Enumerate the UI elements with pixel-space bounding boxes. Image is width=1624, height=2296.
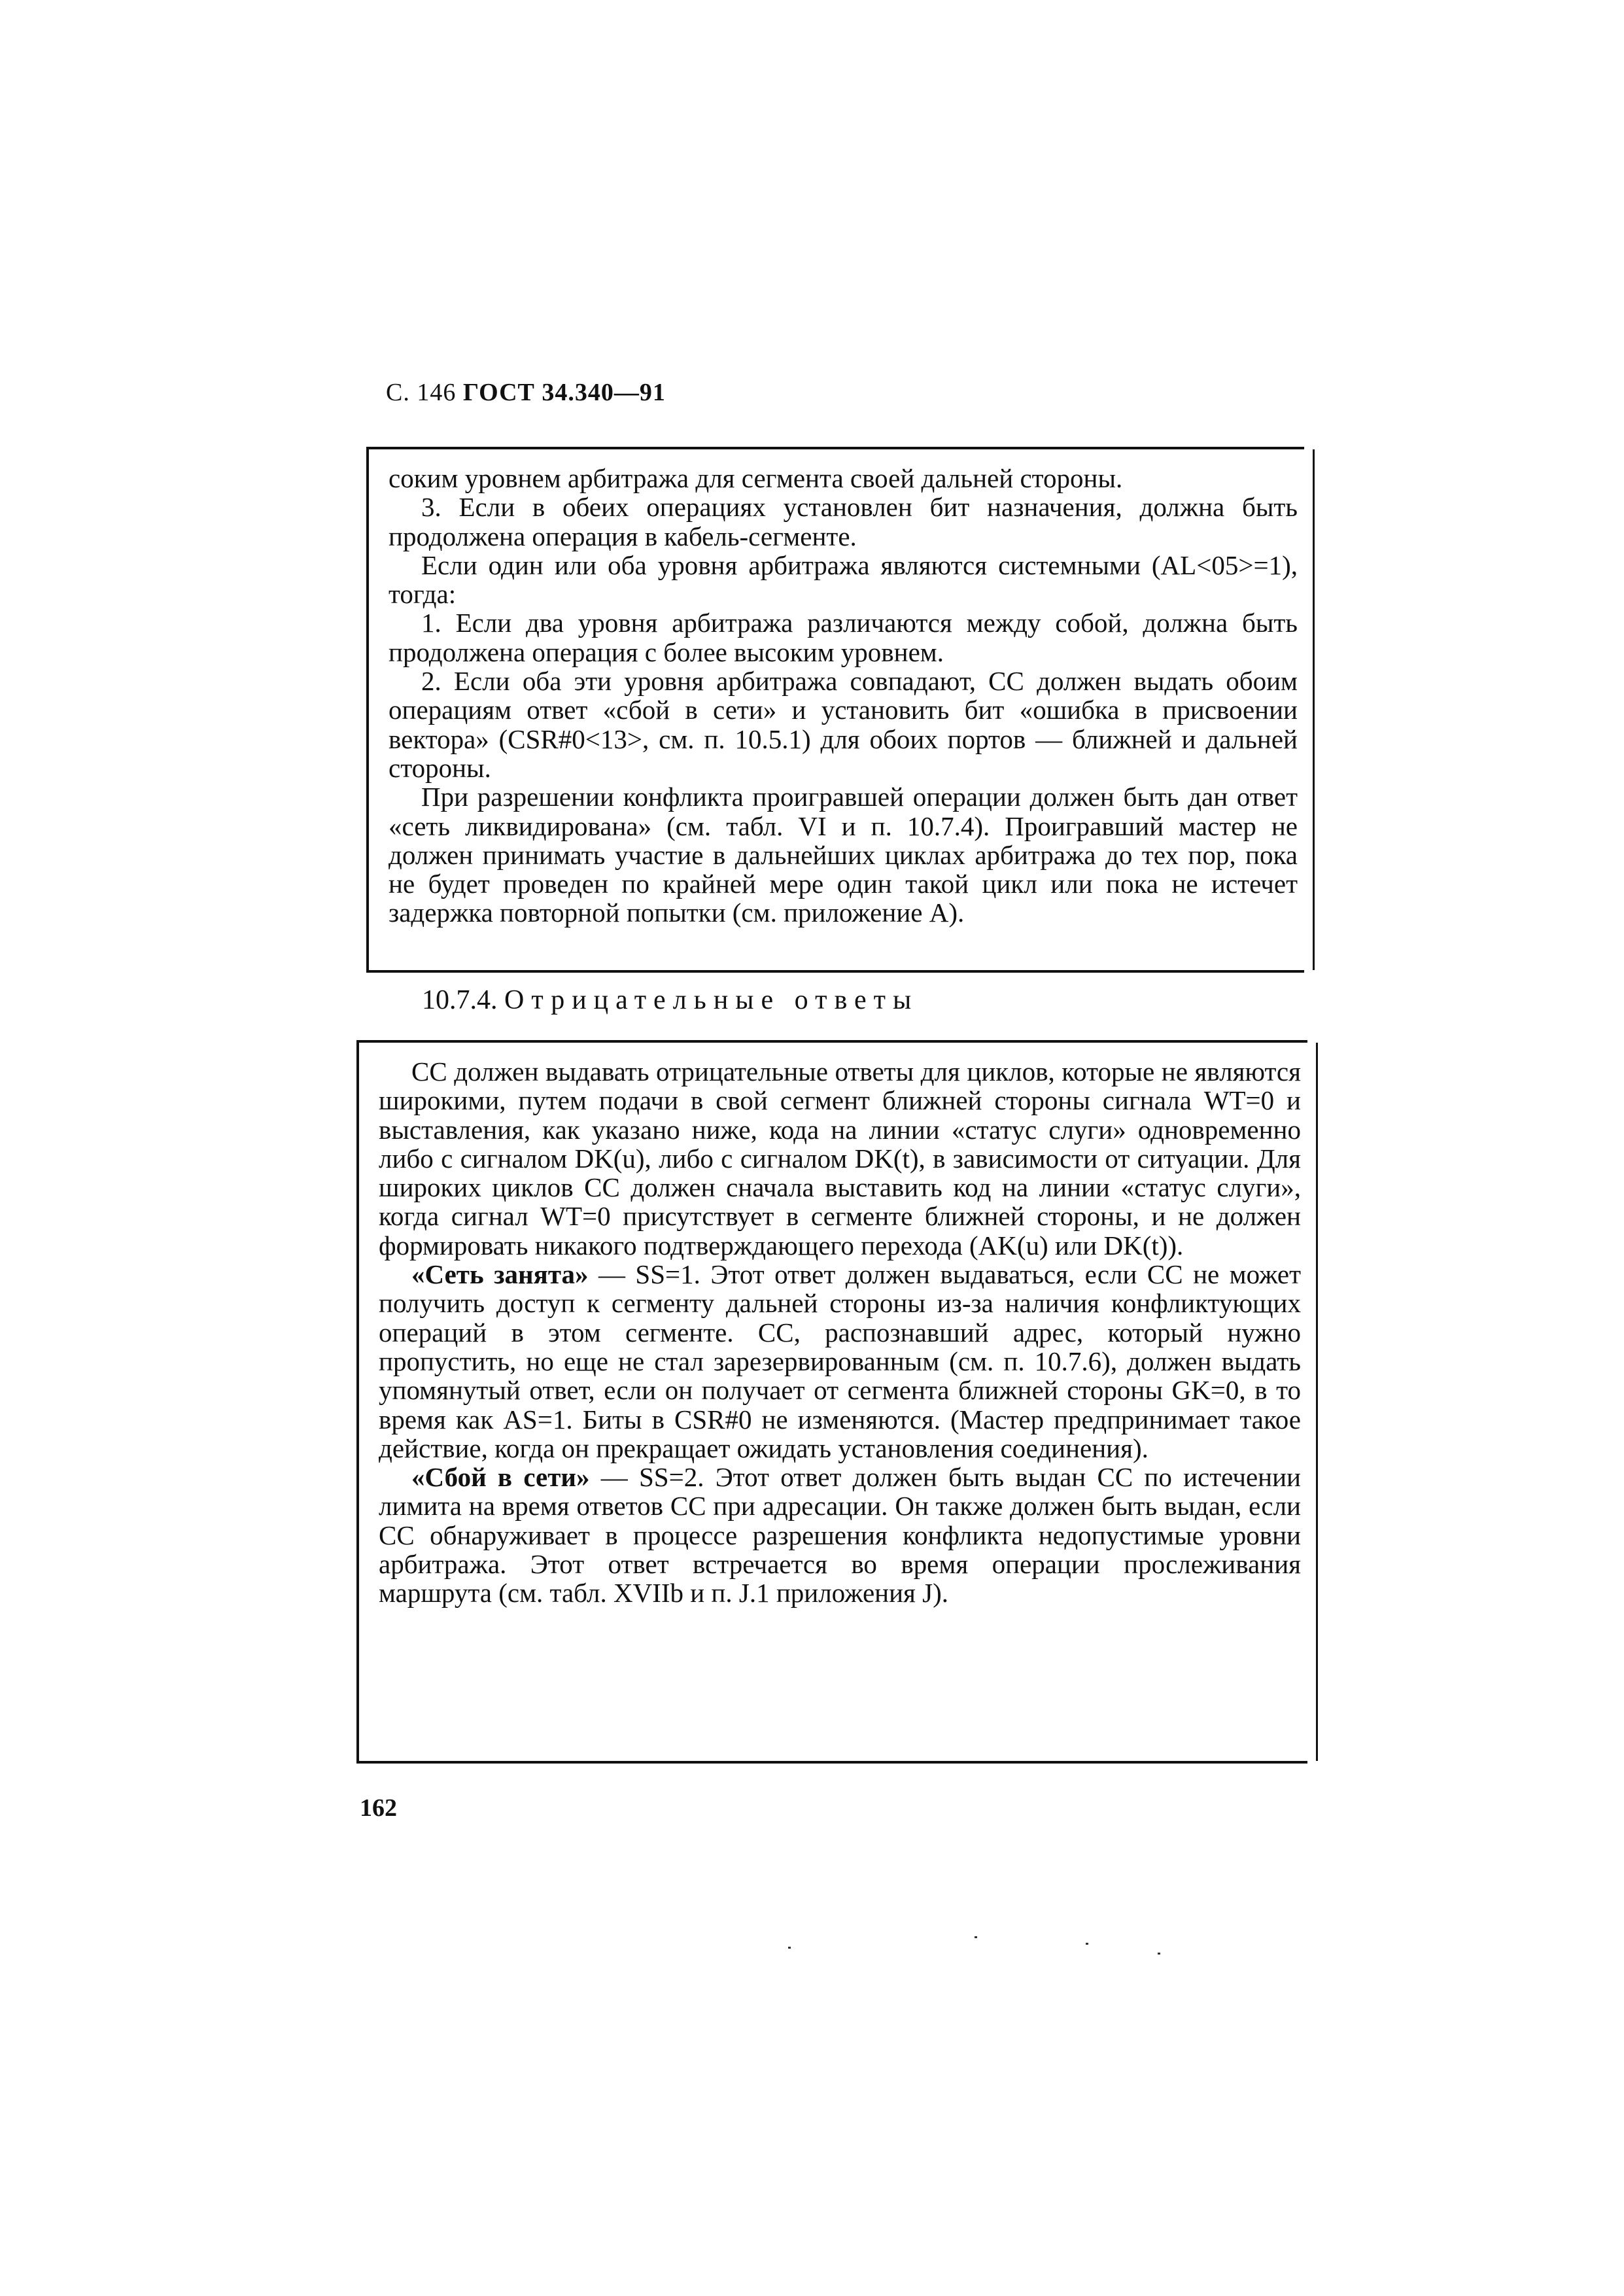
standard-number: ГОСТ 34.340—91 (462, 379, 666, 406)
paragraph: 3. Если в обеих операциях установлен бит назначения, должна быть продолжена операция в кабель-сегменте. (389, 492, 1298, 551)
boxed-text-2 (356, 1040, 1307, 1764)
paragraph: При разрешении конфликта проигравшей операции должен быть дан ответ «сеть ликвидирована» (см. табл. VI и п. 10.7.4). Проигравший мастер не должен принимать участие в дальнейших циклах арбитража до тех пор, пока не будет проведен по крайней мере один такой цикл или пока не истечет задержка повторной попытки (см. приложение А). (389, 782, 1298, 928)
boxed-text-1 (366, 447, 1304, 973)
scan-speck (1086, 1943, 1088, 1945)
page-number: 162 (360, 1794, 397, 1822)
running-head (386, 378, 666, 407)
paragraph: 1. Если два уровня арбитража различаются между собой, должна быть продолжена операция с более высоким уровнем. (389, 608, 1298, 667)
scan-speck (975, 1936, 977, 1938)
paragraph: 2. Если оба эти уровня арбитража совпадают, СС должен выдать обоим операциям ответ «сбой в сети» и установить бит «ошибка в присвоении вектора» (CSR#0<13>, см. п. 10.5.1) для обоих портов — ближней и дальней стороны. (389, 666, 1298, 783)
section-title: Отрицательные ответы (504, 985, 919, 1015)
term-fail: «Сбой в сети» (411, 1462, 590, 1493)
scan-speck (788, 1947, 791, 1949)
boxed-text-2-body (379, 1057, 1301, 1608)
term-busy: «Сеть занята» (411, 1259, 589, 1290)
paragraph-fail (379, 1463, 1301, 1607)
boxed-text-1-body (389, 464, 1298, 928)
paragraph-intro: СС должен выдавать отрицательные ответы для циклов, которые не являются широкими, путем подачи в свой сегмент ближней стороны сигнала WT=0 и выставления, как указано ниже, кода на линии «статус слуги» одновременно либо с сигналом DK(u), либо с сигналом DK(t), в зависимости от ситуации. Для широких циклов СС должен сначала выставить код на линии «статус слуги», когда сигнал WT=0 присутствует в сегменте ближней стороны, и не должен формировать никакого подтверждающего перехода (AK(u) или DK(t)). (379, 1056, 1301, 1261)
paragraph-busy (379, 1260, 1301, 1463)
section-number: 10.7.4. (422, 985, 498, 1015)
section-heading (422, 984, 918, 1016)
scan-speck (1158, 1953, 1160, 1955)
paragraph: соким уровнем арбитража для сегмента своей дальней стороны. (389, 463, 1123, 493)
fail-text: — SS=2. Этот ответ должен быть выдан СС по истечении лимита на время ответов СС при адресации. Он также должен быть выдан, если СС обнаруживает в процессе разрешения конфликта недопустимые уровни арбитража. Этот ответ встречается во время операции прослеживания маршрута (см. табл. XVIIb и п. J.1 приложения J). (379, 1462, 1301, 1609)
page-label: С. 146 (386, 379, 457, 406)
paragraph: Если один или оба уровня арбитража являются системными (AL<05>=1), тогда: (389, 549, 1298, 610)
busy-text: — SS=1. Этот ответ должен выдаваться, если СС не может получить доступ к сегменту дальней стороны из-за наличия конфликтующих операций в этом сегменте. СС, распознавший адрес, который нужно пропустить, но еще не стал зарезервированным (см. п. 10.7.6), должен выдать упомянутый ответ, если он получает от сегмента ближней стороны GK=0, в то время как AS=1. Биты в CSR#0 не изменяются. (Мастер предпринимает такое действие, когда он прекращает ожидать установления соединения). (379, 1259, 1301, 1463)
